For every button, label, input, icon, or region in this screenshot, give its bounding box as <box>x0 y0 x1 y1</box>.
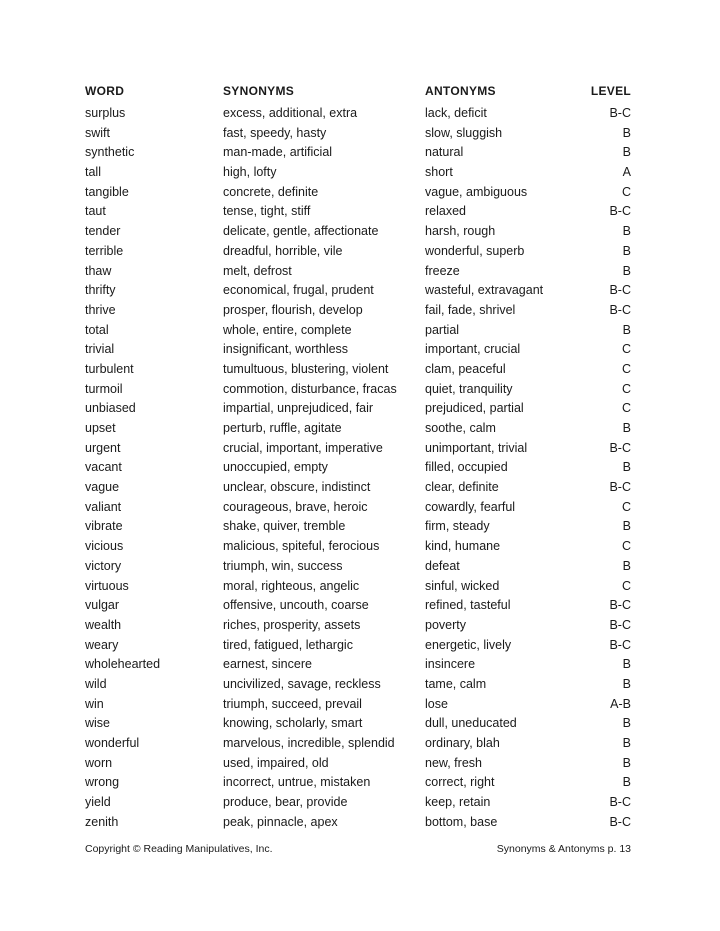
synonyms-cell: man-made, artificial <box>223 145 333 160</box>
table-row <box>0 478 720 498</box>
level-cell: B <box>622 755 631 770</box>
level-cell: B-C <box>609 617 631 632</box>
synonyms-cell: unoccupied, empty <box>223 460 328 475</box>
level-cell: B <box>622 125 631 140</box>
synonyms-cell: excess, additional, extra <box>223 106 358 120</box>
word-cell: turbulent <box>85 361 134 376</box>
table-row <box>0 734 720 754</box>
level-cell: C <box>621 578 631 593</box>
antonyms-cell: defeat <box>425 558 460 573</box>
level-cell: B <box>622 460 631 475</box>
table-row <box>0 380 720 400</box>
table-row <box>0 340 720 360</box>
level-cell: B <box>622 421 631 435</box>
word-cell: taut <box>85 204 106 219</box>
level-cell: B-C <box>609 440 631 455</box>
antonyms-cell: freeze <box>425 263 460 278</box>
level-cell: B <box>622 676 631 691</box>
antonyms-cell: tame, calm <box>425 676 487 691</box>
level-cell: B <box>622 657 631 672</box>
word-cell: zenith <box>85 814 119 829</box>
synonyms-cell: knowing, scholarly, smart <box>223 716 363 731</box>
table-row <box>0 321 720 341</box>
synonyms-cell: uncivilized, savage, reckless <box>223 676 381 691</box>
word-cell: virtuous <box>85 578 129 593</box>
word-cell: wrong <box>85 775 120 790</box>
table-row <box>0 754 720 774</box>
word-cell: upset <box>85 421 116 435</box>
table-row <box>0 262 720 282</box>
table-row <box>0 399 720 419</box>
table-row <box>0 104 720 124</box>
table-row <box>0 675 720 695</box>
antonyms-cell: cowardly, fearful <box>425 499 516 514</box>
synonyms-cell: shake, quiver, tremble <box>223 519 346 534</box>
word-cell: terrible <box>85 243 124 258</box>
table-row <box>0 183 720 203</box>
synonyms-cell: used, impaired, old <box>223 755 329 770</box>
header-level: LEVEL <box>590 84 631 98</box>
table-row <box>0 242 720 262</box>
antonyms-cell: slow, sluggish <box>425 125 503 140</box>
level-cell: B <box>622 224 631 239</box>
synonyms-cell: crucial, important, imperative <box>223 440 383 455</box>
synonyms-cell: tense, tight, stiff <box>223 204 311 219</box>
synonyms-cell: perturb, ruffle, agitate <box>223 421 342 435</box>
level-cell: B <box>622 736 631 750</box>
synonyms-cell: produce, bear, provide <box>223 795 348 810</box>
word-cell: wealth <box>85 617 122 632</box>
synonyms-cell: unclear, obscure, indistinct <box>223 480 371 495</box>
level-cell: B <box>622 558 631 573</box>
word-cell: tangible <box>85 184 129 199</box>
level-cell: C <box>621 381 631 396</box>
word-cell: thrive <box>85 302 116 317</box>
level-cell: C <box>621 499 631 514</box>
synonyms-cell: impartial, unprejudiced, fair <box>223 401 374 416</box>
synonyms-cell: incorrect, untrue, mistaken <box>223 775 371 790</box>
word-cell: surplus <box>85 106 126 120</box>
word-cell: thaw <box>85 263 112 278</box>
level-cell: B-C <box>609 795 631 810</box>
synonyms-cell: melt, defrost <box>223 263 292 278</box>
level-cell: B <box>622 243 631 258</box>
level-cell: B <box>622 716 631 731</box>
table-row <box>0 773 720 793</box>
level-cell: B-C <box>609 302 631 317</box>
table-row <box>0 163 720 183</box>
level-cell: B-C <box>609 283 631 298</box>
word-cell: wise <box>85 716 111 731</box>
synonyms-cell: tired, fatigued, lethargic <box>223 637 353 652</box>
synonyms-cell: malicious, spiteful, ferocious <box>223 539 380 554</box>
antonyms-cell: refined, tasteful <box>425 598 511 613</box>
word-cell: win <box>85 696 104 711</box>
word-cell: yield <box>85 795 111 810</box>
table-row <box>0 517 720 537</box>
header-word: WORD <box>85 84 125 98</box>
table-row <box>0 458 720 478</box>
synonyms-cell: prosper, flourish, develop <box>223 302 363 317</box>
word-cell: wonderful <box>85 736 140 750</box>
word-cell: tender <box>85 224 121 239</box>
antonyms-cell: quiet, tranquility <box>425 381 513 396</box>
antonyms-cell: prejudiced, partial <box>425 401 524 416</box>
synonyms-cell: moral, righteous, angelic <box>223 578 360 593</box>
synonyms-cell: whole, entire, complete <box>223 322 352 337</box>
antonyms-cell: correct, right <box>425 775 495 790</box>
antonyms-cell: keep, retain <box>425 795 491 810</box>
level-cell: B <box>622 263 631 278</box>
synonyms-cell: earnest, sincere <box>223 657 312 672</box>
table-row <box>0 498 720 518</box>
table-row <box>0 636 720 656</box>
word-cell: trivial <box>85 342 115 357</box>
synonyms-cell: riches, prosperity, assets <box>223 617 361 632</box>
level-cell: B <box>622 775 631 790</box>
word-cell: wholehearted <box>85 657 161 672</box>
antonyms-cell: lose <box>425 696 448 711</box>
antonyms-cell: relaxed <box>425 204 466 219</box>
level-cell: B-C <box>609 598 631 613</box>
table-row <box>0 143 720 163</box>
table-row <box>0 596 720 616</box>
table-header <box>0 83 720 99</box>
table-row <box>0 124 720 144</box>
word-cell: valiant <box>85 499 122 514</box>
copyright-notice: Copyright © Reading Manipulatives, Inc. <box>85 843 273 855</box>
table-row <box>0 301 720 321</box>
antonyms-cell: clam, peaceful <box>425 361 506 376</box>
antonyms-cell: clear, definite <box>425 480 499 495</box>
antonyms-cell: vague, ambiguous <box>425 184 528 199</box>
level-cell: C <box>621 539 631 554</box>
antonyms-cell: partial <box>425 322 460 337</box>
word-cell: vibrate <box>85 519 123 534</box>
level-cell: B-C <box>609 106 631 120</box>
word-cell: thrifty <box>85 283 116 298</box>
level-cell: C <box>621 361 631 376</box>
antonyms-cell: fail, fade, shrivel <box>425 302 516 317</box>
word-cell: swift <box>85 125 110 140</box>
table-row <box>0 714 720 734</box>
page-footer <box>0 843 720 859</box>
level-cell: B-C <box>609 204 631 219</box>
antonyms-cell: kind, humane <box>425 539 501 554</box>
header-synonyms: SYNONYMS <box>223 84 295 98</box>
antonyms-cell: firm, steady <box>425 519 490 534</box>
antonyms-cell: important, crucial <box>425 342 521 357</box>
table-row <box>0 813 720 833</box>
table-row <box>0 202 720 222</box>
level-cell: B-C <box>609 814 631 829</box>
antonyms-cell: natural <box>425 145 464 160</box>
level-cell: B-C <box>609 480 631 495</box>
page-label: Synonyms & Antonyms p. 13 <box>496 843 631 855</box>
word-cell: vulgar <box>85 598 120 613</box>
table-row <box>0 695 720 715</box>
level-cell: B <box>622 145 631 160</box>
table-row <box>0 616 720 636</box>
antonyms-cell: harsh, rough <box>425 224 496 239</box>
antonyms-cell: filled, occupied <box>425 460 508 475</box>
table-row <box>0 222 720 242</box>
level-cell: B <box>622 519 631 534</box>
level-cell: B-C <box>609 637 631 652</box>
word-table-body <box>0 104 720 832</box>
synonyms-cell: peak, pinnacle, apex <box>223 814 338 829</box>
word-cell: tall <box>85 165 101 180</box>
table-row <box>0 419 720 439</box>
antonyms-cell: soothe, calm <box>425 421 496 435</box>
table-row <box>0 360 720 380</box>
table-row <box>0 537 720 557</box>
synonyms-cell: triumph, win, success <box>223 558 343 573</box>
word-cell: urgent <box>85 440 121 455</box>
synonyms-cell: insignificant, worthless <box>223 342 349 357</box>
antonyms-cell: wonderful, superb <box>425 243 525 258</box>
antonyms-cell: lack, deficit <box>425 106 487 120</box>
synonyms-cell: fast, speedy, hasty <box>223 125 327 140</box>
antonyms-cell: poverty <box>425 617 466 632</box>
word-cell: unbiased <box>85 401 136 416</box>
table-row <box>0 439 720 459</box>
antonyms-cell: bottom, base <box>425 814 498 829</box>
word-cell: vicious <box>85 539 124 554</box>
level-cell: A <box>622 165 631 180</box>
antonyms-cell: ordinary, blah <box>425 736 500 750</box>
table-row <box>0 577 720 597</box>
synonyms-cell: commotion, disturbance, fracas <box>223 381 397 396</box>
antonyms-cell: sinful, wicked <box>425 578 500 593</box>
level-cell: A-B <box>610 696 631 711</box>
word-cell: vague <box>85 480 120 495</box>
word-cell: vacant <box>85 460 122 475</box>
synonyms-cell: dreadful, horrible, vile <box>223 243 343 258</box>
antonyms-cell: insincere <box>425 657 476 672</box>
table-row <box>0 655 720 675</box>
word-cell: turmoil <box>85 381 123 396</box>
antonyms-cell: wasteful, extravagant <box>425 283 544 298</box>
level-cell: C <box>621 184 631 199</box>
synonyms-cell: offensive, uncouth, coarse <box>223 598 369 613</box>
synonyms-cell: concrete, definite <box>223 184 319 199</box>
word-cell: worn <box>85 755 113 770</box>
antonyms-cell: dull, uneducated <box>425 716 517 731</box>
synonyms-cell: tumultuous, blustering, violent <box>223 361 389 376</box>
word-cell: wild <box>85 676 107 691</box>
antonyms-cell: unimportant, trivial <box>425 440 528 455</box>
synonyms-cell: courageous, brave, heroic <box>223 499 368 514</box>
level-cell: C <box>621 401 631 416</box>
synonyms-cell: economical, frugal, prudent <box>223 283 374 298</box>
word-cell: total <box>85 322 109 337</box>
synonyms-cell: marvelous, incredible, splendid <box>223 736 395 750</box>
level-cell: B <box>622 322 631 337</box>
table-row <box>0 793 720 813</box>
synonyms-cell: triumph, succeed, prevail <box>223 696 362 711</box>
antonyms-cell: short <box>425 165 453 180</box>
synonyms-cell: delicate, gentle, affectionate <box>223 224 379 239</box>
antonyms-cell: new, fresh <box>425 755 482 770</box>
table-row <box>0 281 720 301</box>
word-cell: weary <box>85 637 119 652</box>
table-row <box>0 557 720 577</box>
word-cell: synthetic <box>85 145 135 160</box>
antonyms-cell: energetic, lively <box>425 637 512 652</box>
header-antonyms: ANTONYMS <box>425 84 496 98</box>
word-cell: victory <box>85 558 122 573</box>
level-cell: C <box>621 342 631 357</box>
synonyms-cell: high, lofty <box>223 165 277 180</box>
